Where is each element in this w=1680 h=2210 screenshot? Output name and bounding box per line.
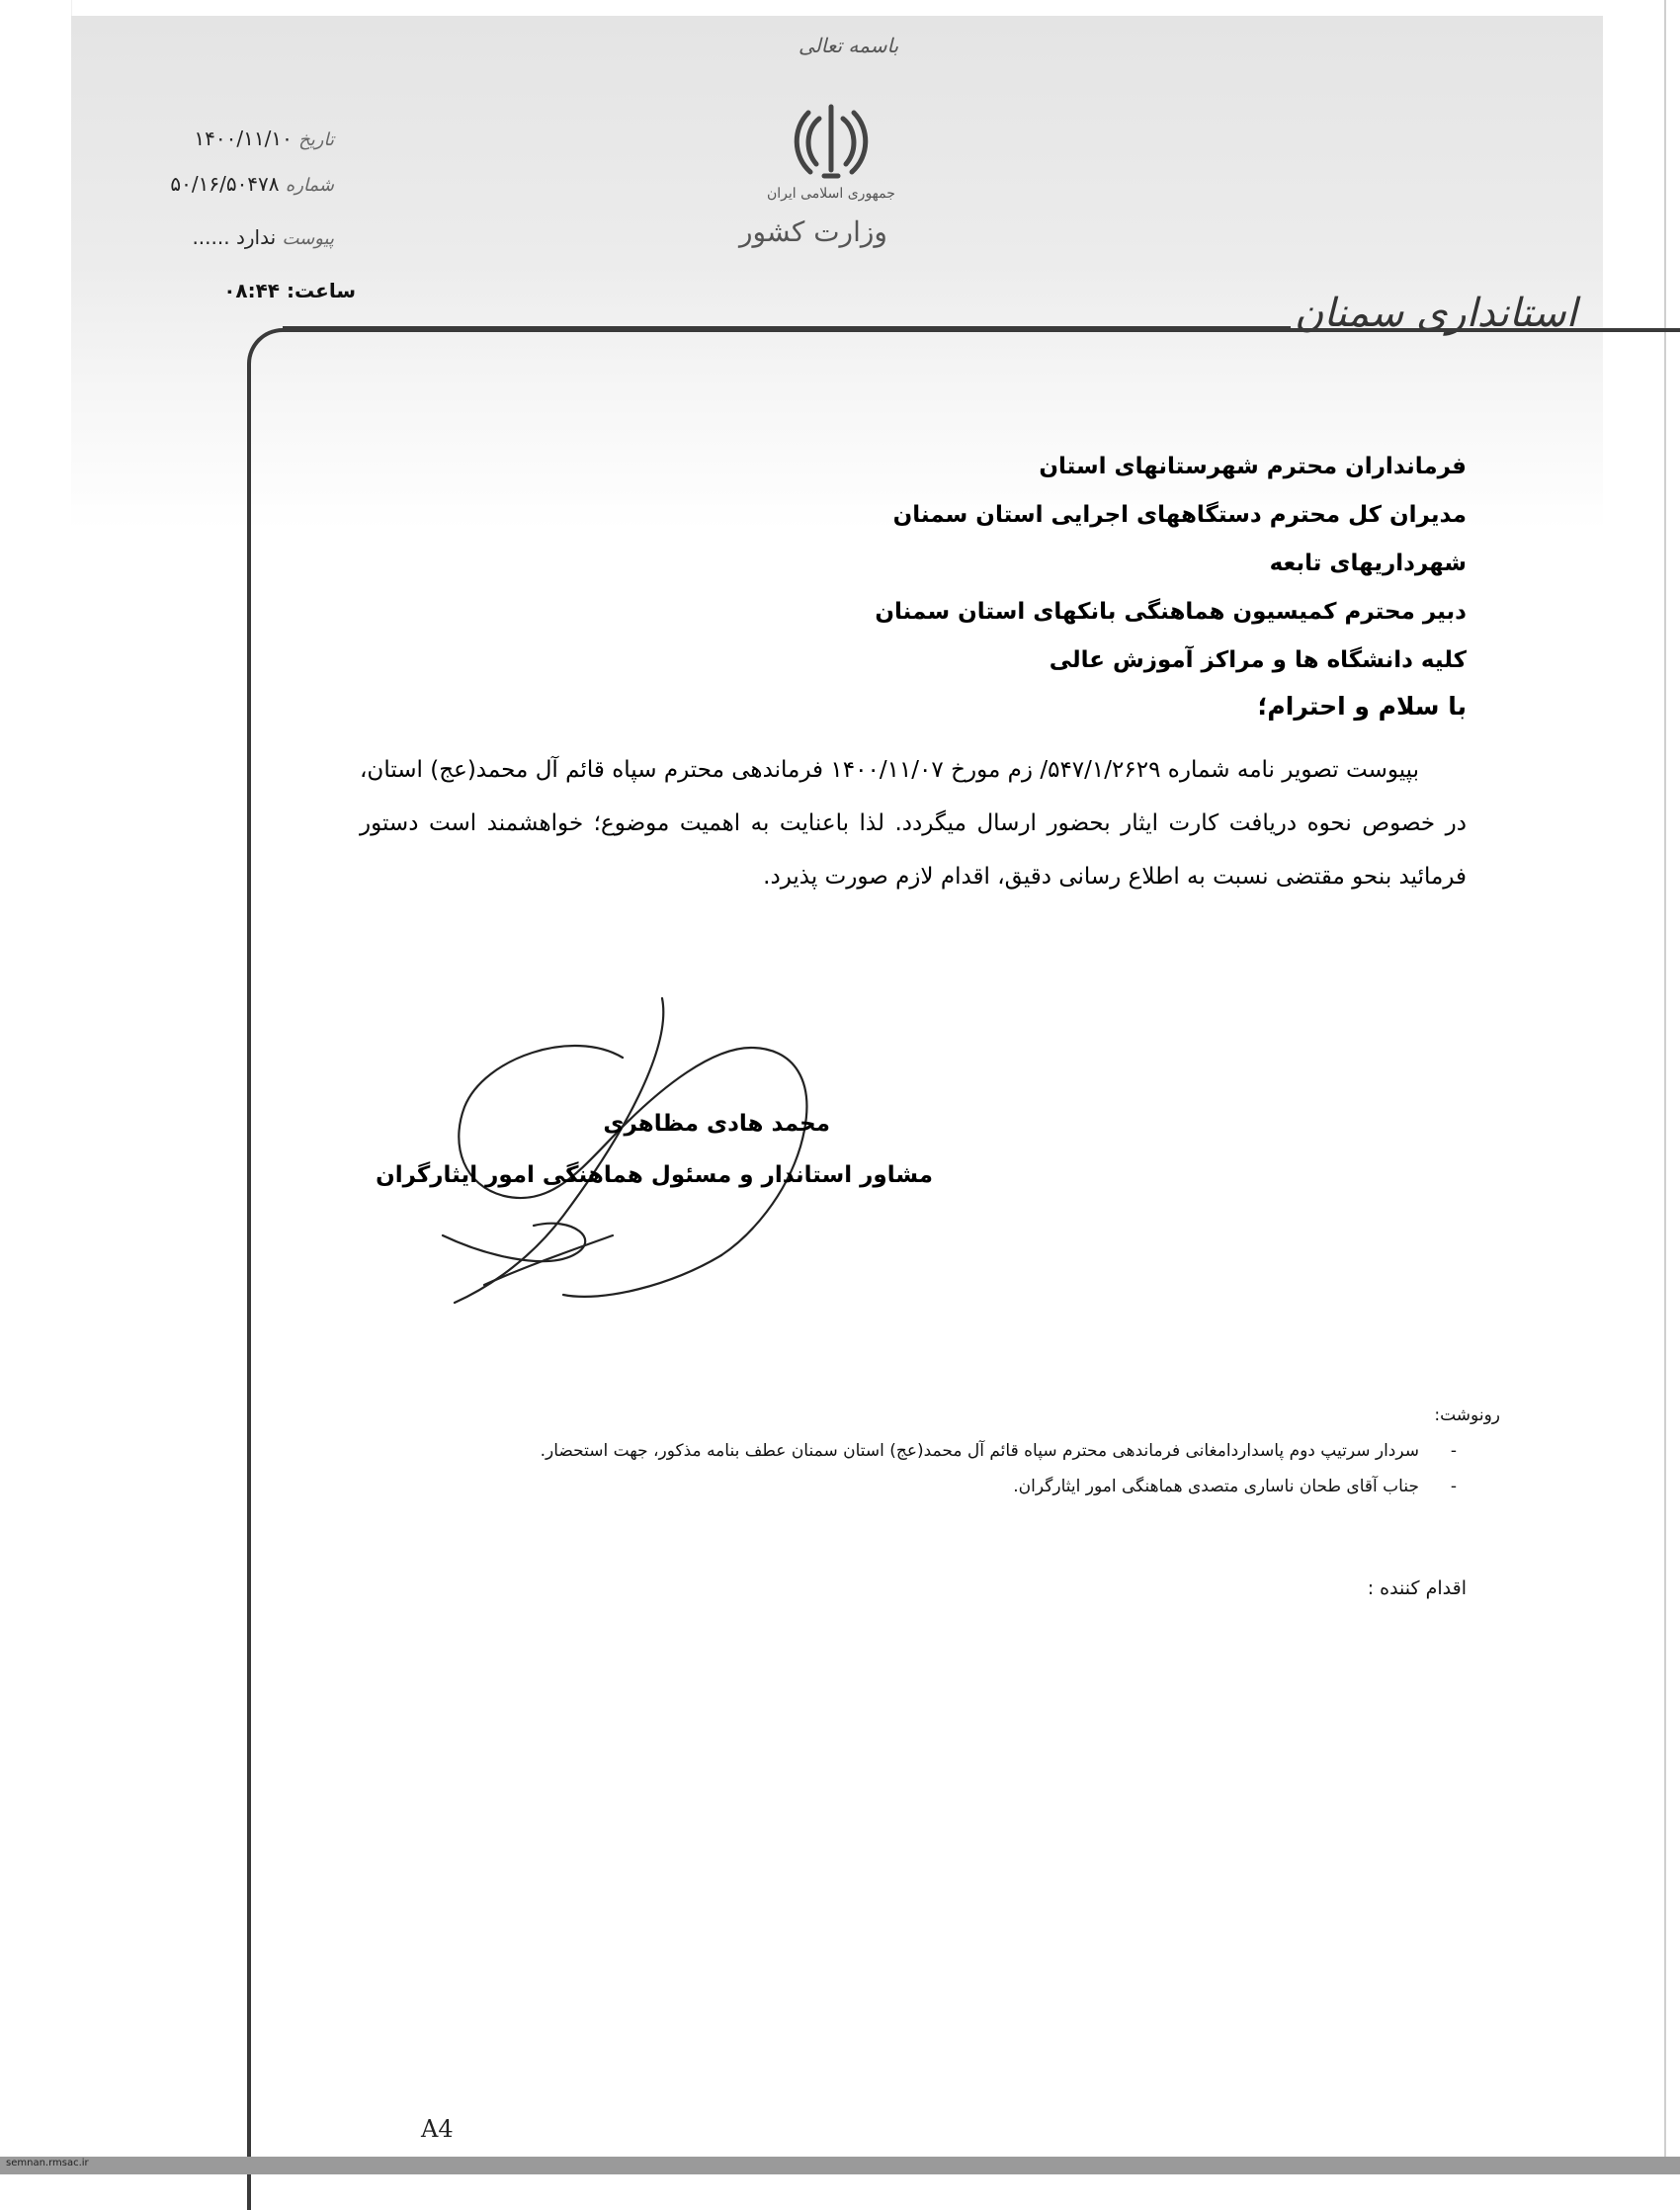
scan-left-margin: [0, 0, 72, 2174]
letter-time: [223, 279, 356, 302]
recipient-line: شهرداریهای تابعه: [1269, 551, 1467, 576]
signer-title: مشاور استاندار و مسئول هماهنگی امور ایثارگران: [376, 1162, 933, 1188]
footer-bar: [0, 2157, 1680, 2174]
cc-item: سردار سرتیپ دوم پاسداردامغانی فرماندهی محترم سپاه قائم آل محمد(عج) استان سمنان عطف بنامه مذکور، جهت استحضار.: [540, 1441, 1419, 1461]
cc-item: جناب آقای طحان ناساری متصدی هماهنگی امور ایثارگران.: [1013, 1477, 1419, 1496]
letter-attachment: [192, 225, 334, 249]
cc-bullet: -: [1450, 1477, 1457, 1496]
time-value: ۰۸:۴۴: [223, 279, 281, 302]
iran-emblem-icon: [787, 99, 876, 188]
republic-caption: جمهوری اسلامی ایران: [767, 186, 895, 202]
letter-body: بپیوست تصویر نامه شماره ۵۴۷/۱/۲۶۲۹/ زم مورخ ۱۴۰۰/۱۱/۰۷ فرماندهی محترم سپاه قائم آل محمد(عج) استان، در خصوص نحوه دریافت کارت ایثار بحضور ارسال میگردد. لذا باعنایت به اهمیت موضوع؛ خواهشمند است دستور فرمائید بنحو مقتضی نسبت به اطلاع رسانی دقیق، اقدام لازم صورت پذیرد.: [360, 757, 1467, 890]
number-label: شماره: [285, 175, 334, 196]
attachment-label: پیوست: [282, 228, 334, 249]
bismillah: باسمه تعالی: [798, 34, 899, 57]
recipient-line: مدیران کل محترم دستگاههای اجرایی استان سمنان: [892, 502, 1467, 528]
recipient-line: کلیه دانشگاه ها و مراکز آموزش عالی: [1049, 647, 1467, 673]
letter-date: [194, 127, 334, 150]
date-value: ۱۴۰۰/۱۱/۱۰: [194, 127, 293, 150]
signer-name: محمد هادی مظاهری: [603, 1111, 830, 1137]
greeting: با سلام و احترام؛: [1257, 692, 1467, 721]
handwritten-signature: [425, 988, 850, 1324]
recipients-list: [478, 443, 1467, 685]
ministry-name: وزارت کشور: [739, 215, 887, 248]
date-label: تاریخ: [298, 129, 334, 150]
attachment-value: ندارد ......: [192, 225, 277, 249]
time-label: ساعت:: [286, 279, 356, 302]
footer-url[interactable]: semnan.rmsac.ir: [6, 2158, 89, 2168]
cc-label: رونوشت:: [1434, 1405, 1500, 1425]
paper-size-mark: A4: [421, 2115, 454, 2143]
number-value: ۵۰/۱۶/۵۰۴۷۸: [170, 172, 280, 196]
actor-label: اقدام کننده :: [1367, 1577, 1467, 1599]
recipient-line: دبیر محترم کمیسیون هماهنگی بانکهای استان سمنان: [875, 599, 1467, 625]
office-name: استانداری سمنان: [1295, 291, 1577, 336]
cc-bullet: -: [1450, 1441, 1457, 1461]
letter-number: [170, 172, 334, 196]
recipient-line: فرمانداران محترم شهرستانهای استان: [1039, 454, 1467, 479]
